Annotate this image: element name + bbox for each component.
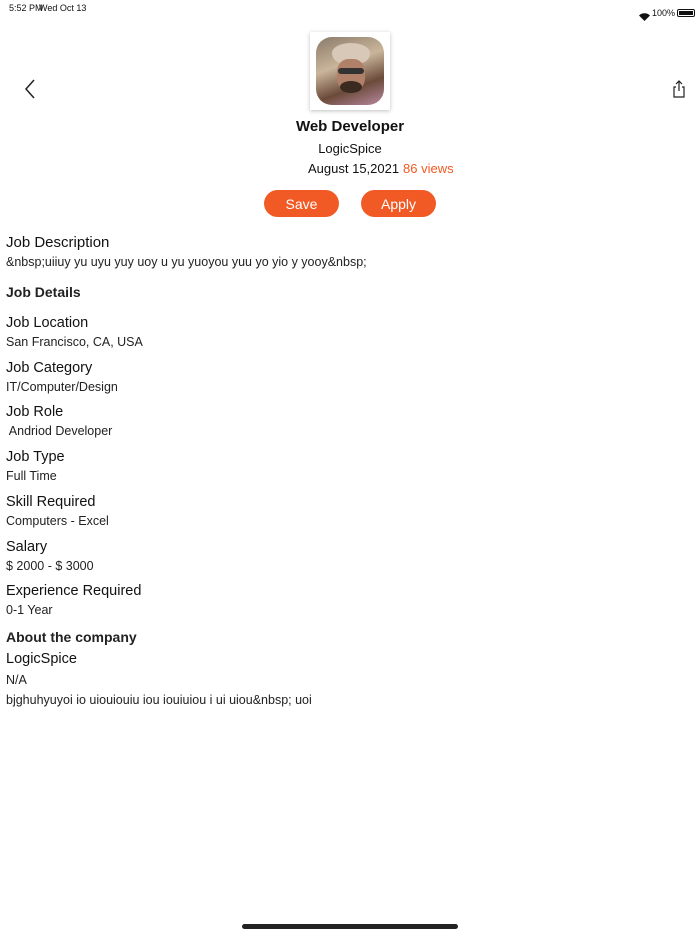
about-company-name: LogicSpice — [6, 651, 77, 667]
job-description-text: &nbsp;uiiuy yu uyu yuy uoy u yu yuoyou yuu yo yio y yooy&nbsp; — [6, 255, 367, 269]
job-description-heading: Job Description — [6, 234, 110, 251]
company-name: LogicSpice — [318, 141, 382, 156]
job-title: Web Developer — [295, 118, 405, 135]
view-count: 86 views — [403, 161, 454, 176]
field-value: Computers - Excel — [6, 513, 109, 528]
status-date: Wed Oct 13 — [39, 3, 87, 13]
field-label: Salary — [6, 538, 48, 555]
field-label: Experience Required — [6, 583, 142, 600]
back-button[interactable] — [18, 60, 38, 105]
field-value: Full Time — [6, 469, 57, 484]
save-button[interactable]: Save — [264, 190, 339, 217]
field-label: Job Role — [6, 404, 64, 421]
profile-photo — [316, 37, 384, 105]
home-indicator — [242, 924, 458, 929]
apply-button[interactable]: Apply — [361, 190, 436, 217]
battery-icon — [677, 9, 695, 17]
field-value: 0-1 Year — [6, 603, 53, 618]
field-label: Job Category — [6, 359, 93, 376]
field-value: San Francisco, CA, USA — [6, 335, 143, 349]
share-button[interactable] — [667, 62, 687, 103]
field-label: Job Type — [6, 449, 65, 466]
company-website: N/A — [6, 673, 27, 687]
status-time: 5:52 PM — [9, 3, 43, 13]
wifi-icon — [634, 3, 650, 23]
chevron-left-icon — [22, 78, 38, 100]
company-logo — [310, 32, 390, 110]
field-label: Skill Required — [6, 493, 96, 510]
posted-date: August 15,2021 — [308, 161, 400, 176]
field-value: $ 2000 - $ 3000 — [6, 558, 94, 573]
company-about-text: bjghuhyuyoi io uiouiouiu iou iouiuiou i ui uiou&nbsp; uoi — [6, 693, 312, 707]
field-value: Andriod Developer — [6, 424, 113, 439]
share-icon — [671, 80, 687, 98]
field-label: Job Location — [6, 315, 89, 331]
status-right — [634, 3, 695, 23]
about-company-heading: About the company — [6, 629, 137, 645]
field-value: IT/Computer/Design — [6, 379, 118, 394]
job-details-heading: Job Details — [6, 284, 81, 300]
battery-percent: 100% — [652, 8, 676, 18]
